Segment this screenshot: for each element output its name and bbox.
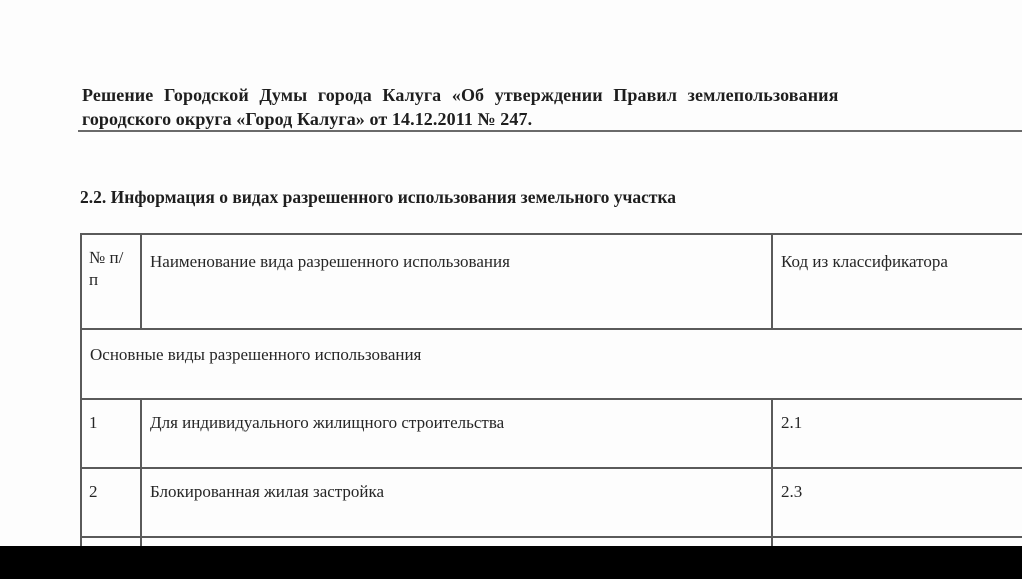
usage-table [80, 233, 1022, 546]
column-header-number [81, 234, 141, 329]
section-label: Основные виды разрешенного использования [81, 329, 1022, 399]
heading-line-2: городского округа «Город Калуга» от 14.12.2011 № 247. [82, 109, 533, 129]
bottom-black-bar [0, 546, 1022, 579]
row-number: 1 [81, 399, 141, 468]
heading-line-1: Решение Городской Думы города Калуга «Об утверждении Правил землепользования [82, 85, 839, 105]
row-code-empty [772, 537, 1022, 546]
table-row-partial [81, 537, 1022, 546]
column-header-name: Наименование вида разрешенного использования [141, 234, 772, 329]
section-title: 2.2. Информация о видах разрешенного использования земельного участка [80, 187, 677, 207]
table-row [81, 399, 1022, 468]
row-name: Для индивидуального жилищного строительства [141, 399, 772, 468]
row-number-empty [81, 537, 141, 546]
table-row [81, 468, 1022, 537]
row-code: 2.1 [772, 399, 1022, 468]
column-header-code: Код из классификатора [772, 234, 1022, 329]
column-header-number-label: № п/п [89, 248, 124, 289]
table-header-row [81, 234, 1022, 329]
heading-underline [78, 130, 1022, 132]
row-name: Блокированная жилая застройка [141, 468, 772, 537]
row-number: 2 [81, 468, 141, 537]
document-heading [82, 83, 1022, 131]
row-code: 2.3 [772, 468, 1022, 537]
row-name-empty [141, 537, 772, 546]
table-section-row [81, 329, 1022, 399]
